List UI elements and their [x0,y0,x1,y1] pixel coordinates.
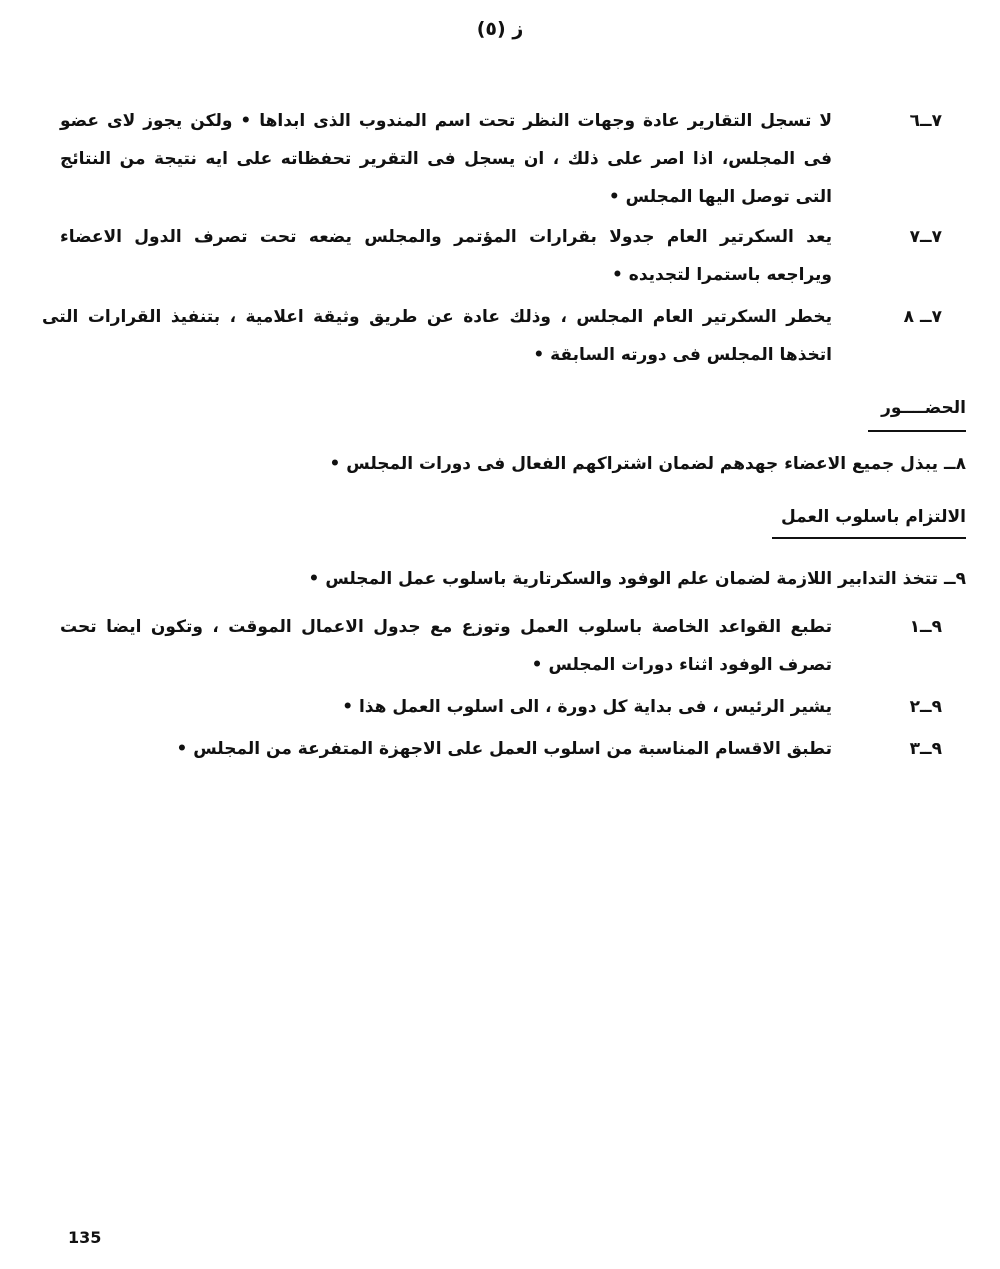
paragraph-7-7: يعد السكرتير العام جدولا بقرارات المؤتمر والمجلس يضعه تحت تصرف الدول الاعضاء ويراجعه باستمرا لتجديده • [60,227,832,285]
heading-attendance: الحضــــور [881,398,966,418]
page-number: 135 [68,1228,102,1247]
paragraph-9-2: يشير الرئيس ، فى بداية كل دورة ، الى اسلوب العمل هذا • [342,697,832,717]
item-9-working-method: ٩ــ تتخذ التدابير اللازمة لضمان علم الوفود والسكرتارية باسلوب عمل المجلس • [308,569,966,589]
paragraph-9-1: تطبع القواعد الخاصة باسلوب العمل وتوزع مع جدول الاعمال الموقت ، وتكون ايضا تحت تصرف الوفود اثناء دورات المجلس • [60,617,832,675]
heading-working-method: الالتزام باسلوب العمل [780,507,966,527]
item-8-attendance: ٨ــ يبذل جميع الاعضاء جهدهم لضمان اشتراكهم الفعال فى دورات المجلس • [329,454,966,474]
paragraph-9-3: تطبق الاقسام المناسبة من اسلوب العمل على الاجهزة المتفرعة من المجلس • [176,739,832,759]
paragraph-7-8: يخطر السكرتير العام المجلس ، وذلك عادة عن طريق وثيقة اعلامية ، بتنفيذ القرارات التى اتخذها المجلس فى دورته السابقة • [42,307,832,365]
heading-working-method-underline [772,537,966,539]
paragraph-number-7-6: ٧ــ٦ [909,111,942,131]
paragraph-number-9-2: ٩ــ٢ [909,697,942,717]
paragraph-number-9-3: ٩ــ٣ [909,739,942,759]
page-header-label: ز (٥) [476,18,524,40]
paragraph-7-6: لا تسجل التقارير عادة وجهات النظر تحت اسم المندوب الذى ابداها • ولكن يجوز لاى عضو فى المجلس، اذا اصر على ذلك ، ان يسجل فى التقرير تحفظاته على ايه نتيجة من النتائج التى توصل اليها المجلس • [60,111,832,207]
paragraph-number-7-7: ٧ــ٧ [909,227,942,247]
heading-attendance-underline [868,430,966,432]
paragraph-number-9-1: ٩ــ١ [909,617,942,637]
paragraph-number-7-8: ٧ــ ٨ [903,307,942,327]
